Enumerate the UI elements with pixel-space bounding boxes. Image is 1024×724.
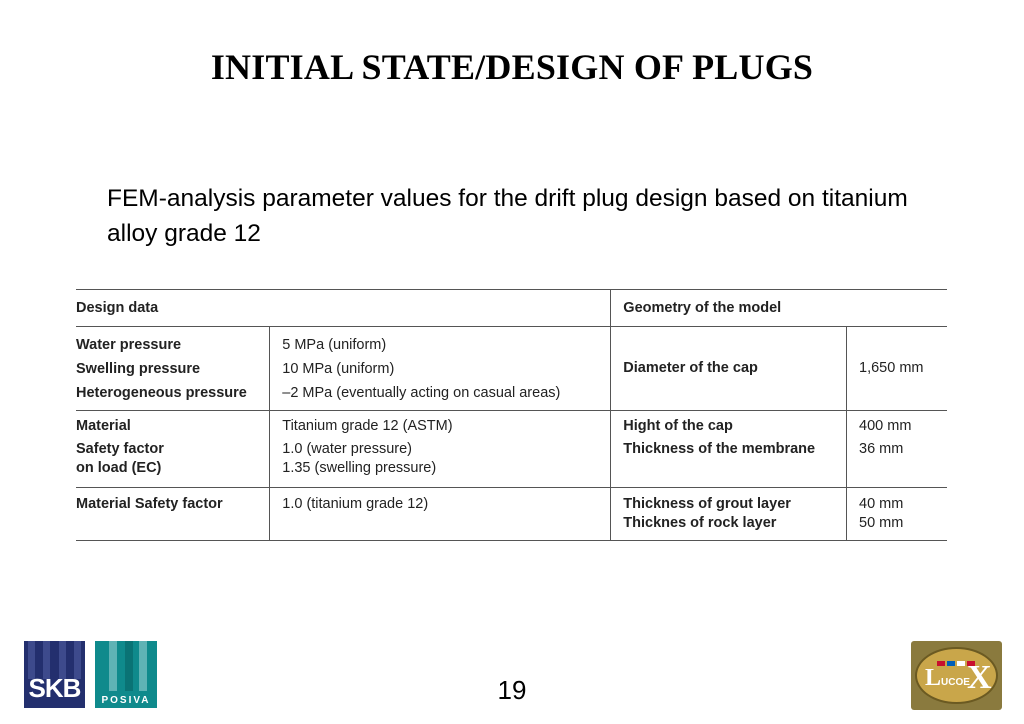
value-grout-thickness: 40 mm <box>859 496 904 512</box>
geometry-values-cell <box>847 327 947 411</box>
design-values-cell <box>270 411 611 488</box>
table-row <box>76 327 947 411</box>
label-water-pressure: Water pressure <box>76 337 182 353</box>
value-rock-thickness: 50 mm <box>859 515 904 531</box>
table-caption: FEM-analysis parameter values for the drift plug design based on titanium alloy grade 12 <box>107 185 908 247</box>
lucoex-logo-letter-l: L <box>925 665 942 691</box>
value-cap-diameter: 1,650 mm <box>859 360 924 376</box>
page-number: 19 <box>497 675 527 705</box>
label-membrane-thickness: Thickness of the membrane <box>623 441 816 457</box>
value-safety-swelling: 1.35 (swelling pressure) <box>282 460 437 476</box>
label-on-load: on load (EC) <box>76 460 162 476</box>
value-swelling-pressure: 10 MPa (uniform) <box>282 361 395 377</box>
design-values-cell <box>270 488 611 541</box>
posiva-logo-text: POSIVA <box>101 695 151 706</box>
geometry-labels-cell <box>611 327 847 411</box>
value-water-pressure: 5 MPa (uniform) <box>282 337 387 353</box>
geometry-values-cell <box>847 488 947 541</box>
value-safety-water: 1.0 (water pressure) <box>282 441 413 457</box>
design-values-cell <box>270 327 611 411</box>
design-labels-cell <box>76 488 270 541</box>
slide-title: INITIAL STATE/DESIGN OF PLUGS <box>210 47 814 87</box>
header-design-data: Design data <box>76 290 611 327</box>
lucoex-logo <box>911 641 1002 710</box>
parameter-table <box>76 289 947 541</box>
skb-logo-text: SKB <box>28 673 81 703</box>
table-row <box>76 488 947 541</box>
header-geometry: Geometry of the model <box>611 290 947 327</box>
table-header-row <box>76 290 947 327</box>
geometry-values-cell <box>847 411 947 488</box>
label-rock-thickness: Thicknes of rock layer <box>623 515 777 531</box>
geometry-labels-cell <box>611 411 847 488</box>
value-heterogeneous-pressure: –2 MPa (eventually acting on casual areas) <box>282 385 561 401</box>
value-material-safety: 1.0 (titanium grade 12) <box>282 496 429 512</box>
label-swelling-pressure: Swelling pressure <box>76 361 201 377</box>
table-row <box>76 411 947 488</box>
label-material-safety: Material Safety factor <box>76 496 223 512</box>
label-heterogeneous-pressure: Heterogeneous pressure <box>76 385 247 401</box>
label-cap-diameter: Diameter of the cap <box>623 360 758 376</box>
label-material: Material <box>76 418 131 434</box>
value-cap-height: 400 mm <box>859 418 912 434</box>
value-membrane-thickness: 36 mm <box>859 441 904 457</box>
geometry-labels-cell <box>611 488 847 541</box>
label-cap-height: Hight of the cap <box>623 418 733 434</box>
value-material: Titanium grade 12 (ASTM) <box>282 418 453 434</box>
lucoex-logo-letters-ucoe: UCOE <box>941 677 970 688</box>
lucoex-logo-letter-x: X <box>967 659 992 696</box>
design-labels-cell <box>76 327 270 411</box>
label-safety-factor: Safety factor <box>76 441 164 457</box>
label-grout-thickness: Thickness of grout layer <box>623 496 791 512</box>
design-labels-cell <box>76 411 270 488</box>
